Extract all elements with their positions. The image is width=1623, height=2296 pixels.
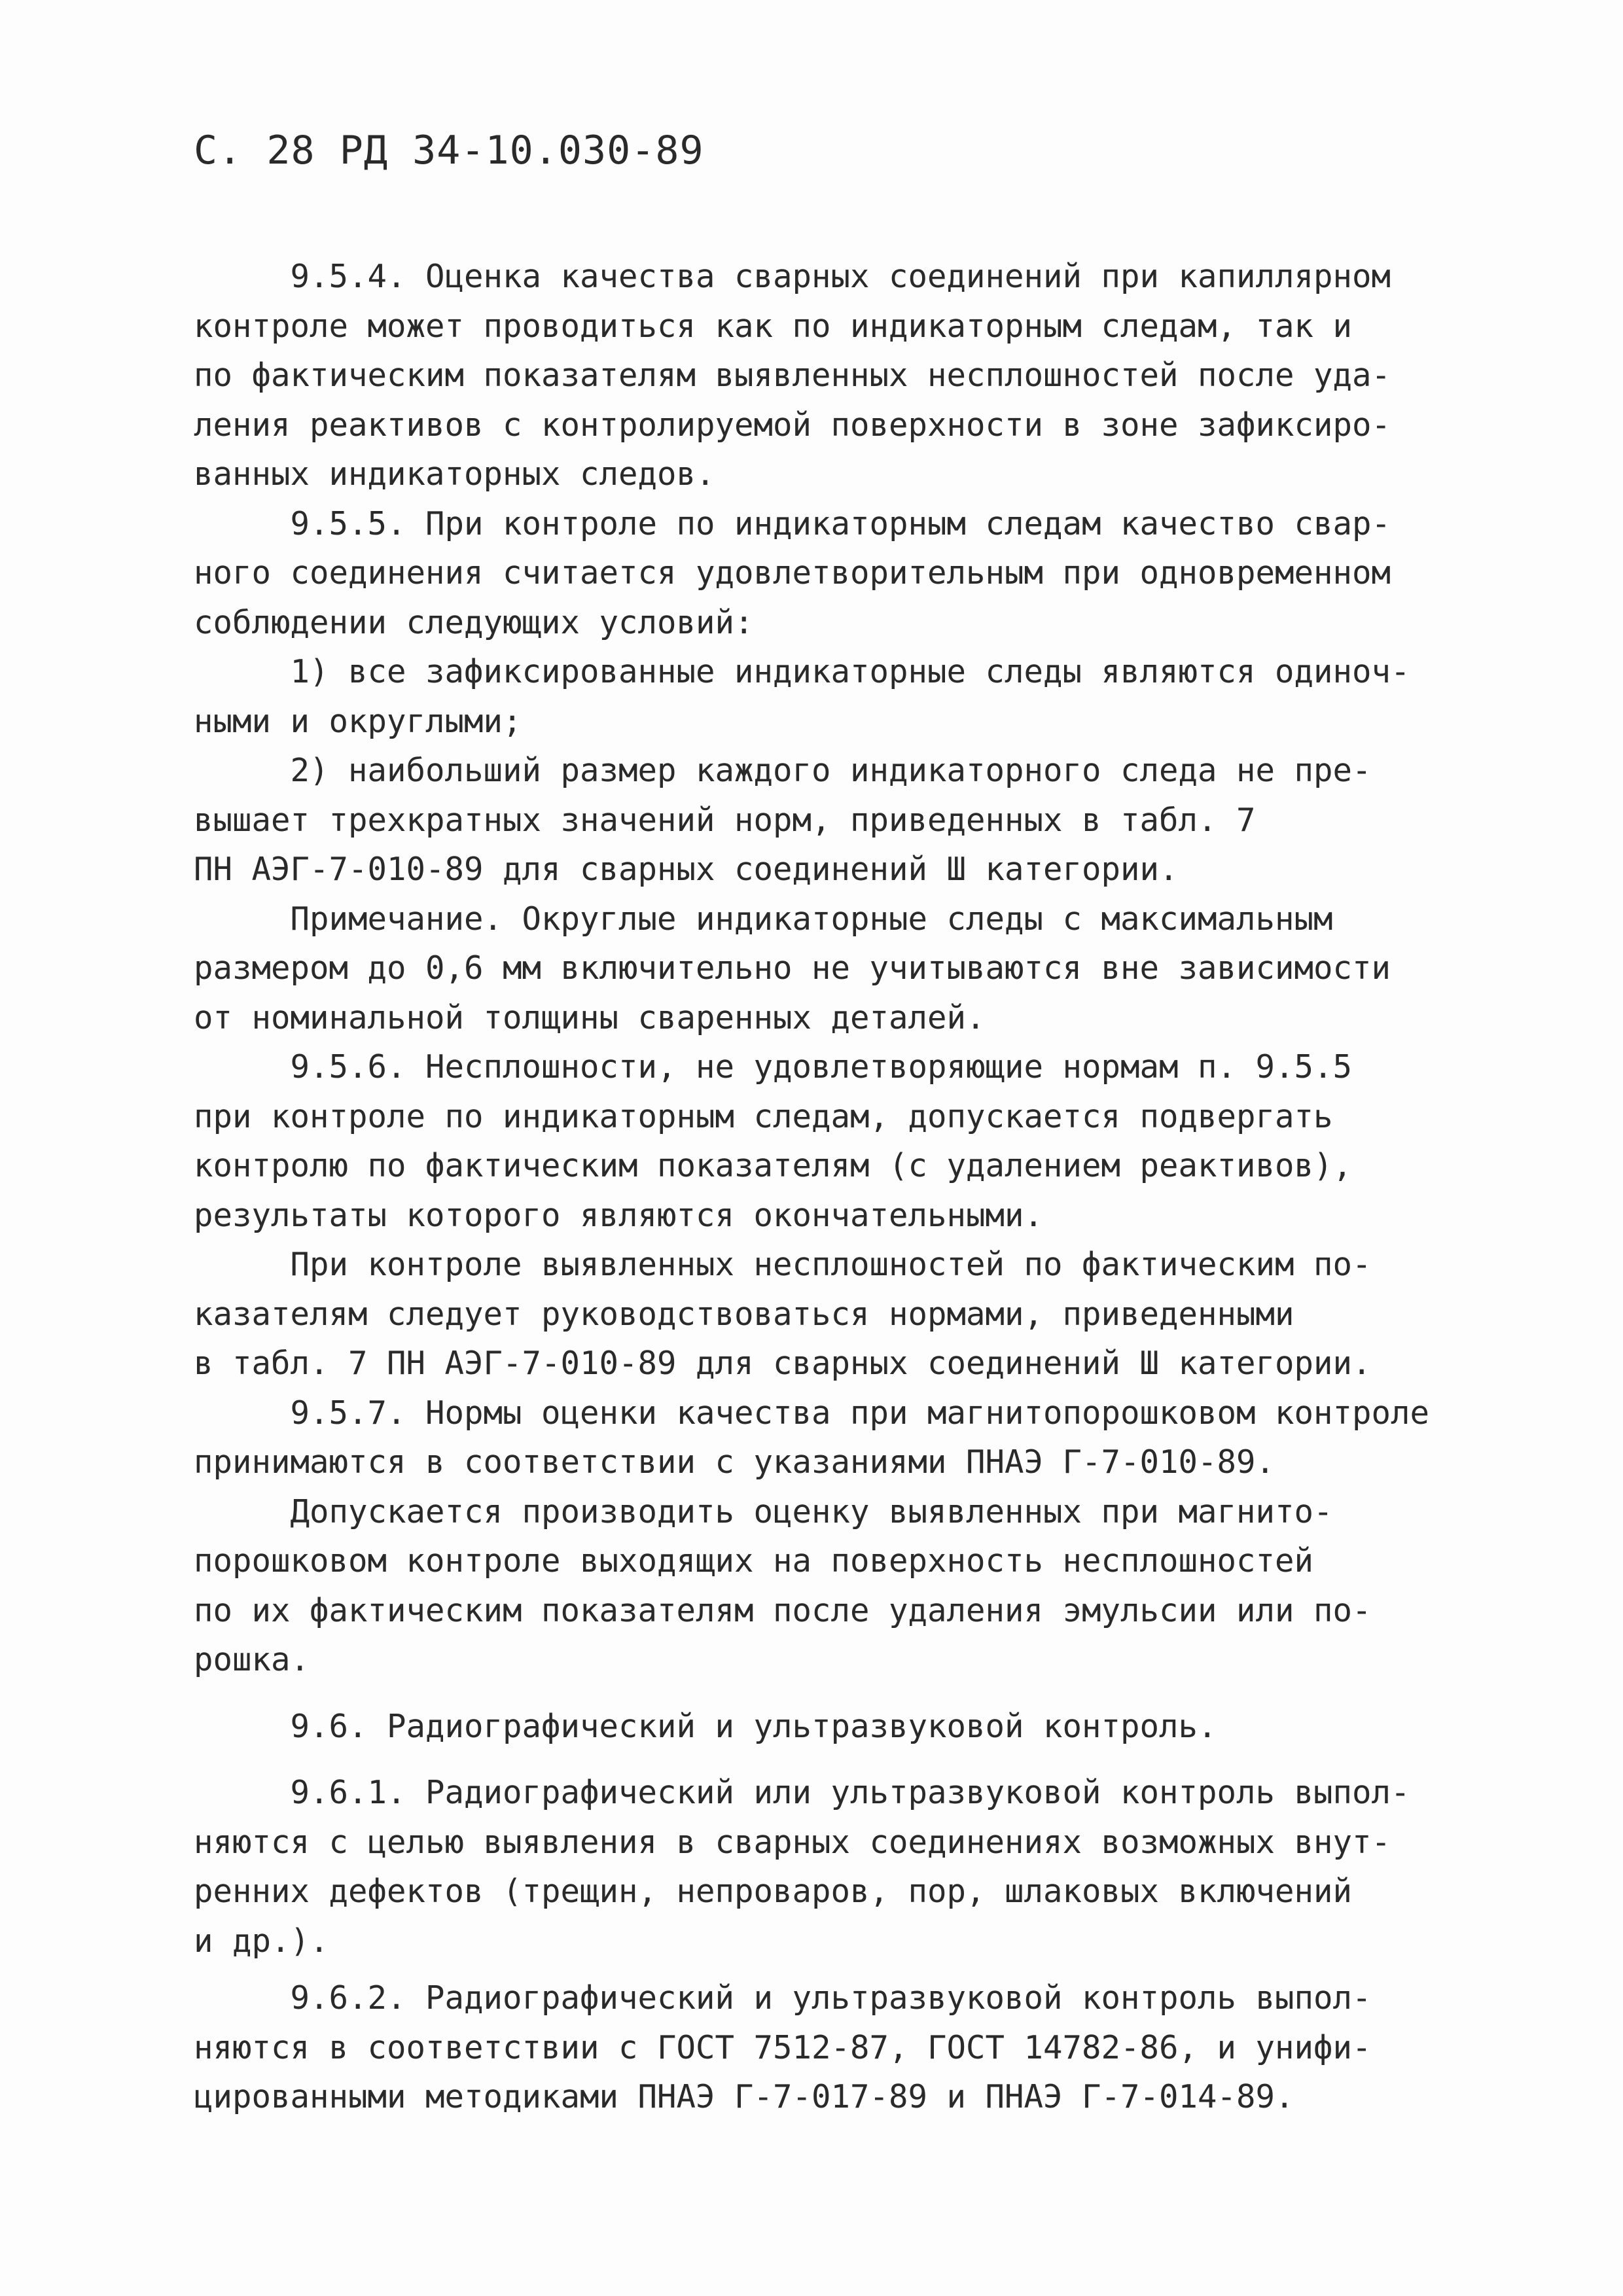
text-line: вышает трехкратных значений норм, приведенных в табл. 7	[194, 801, 1256, 839]
text-line: порошковом контроле выходящих на поверхность несплошностей	[194, 1542, 1314, 1580]
text-line: цированными методиками ПНАЭ Г-7-017-89 и ПНАЭ Г-7-014-89.	[194, 2078, 1294, 2115]
text-line: ными и округлыми;	[194, 702, 522, 740]
text-line: от номинальной толщины сваренных деталей.	[194, 998, 986, 1036]
text-line: 2) наибольший размер каждого индикаторного следа не пре-	[194, 752, 1372, 789]
text-line: и др.).	[194, 1922, 329, 1960]
spacer	[194, 1751, 1496, 1768]
text-line: 9.5.4. Оценка качества сварных соединений при капиллярном	[194, 258, 1391, 295]
text-line: 9.5.5. При контроле по индикаторным следам качество свар-	[194, 504, 1391, 542]
text-line: ренних дефектов (трещин, непроваров, пор, шлаковых включений	[194, 1873, 1353, 1910]
text-line: контролю по фактическим показателям (с удалением реактивов),	[194, 1147, 1353, 1184]
condition-2	[194, 746, 1496, 894]
text-line: 9.5.7. Нормы оценки качества при магнитопорошковом контроле	[194, 1394, 1430, 1432]
text-line: результаты которого являются окончательными.	[194, 1196, 1044, 1234]
text-line: в табл. 7 ПН АЭГ-7-010-89 для сварных соединений Ш категории.	[194, 1345, 1372, 1382]
paragraph-9-5-5	[194, 499, 1496, 648]
paragraph-9-5-4	[194, 252, 1496, 499]
text-line: при контроле по индикаторным следам, допускается подвергать	[194, 1097, 1333, 1135]
paragraph-9-5-7-continued	[194, 1487, 1496, 1685]
document-body	[194, 252, 1496, 2122]
text-line: Допускается производить оценку выявленных при магнито-	[194, 1492, 1333, 1530]
note-paragraph	[194, 894, 1496, 1043]
text-line: ванных индикаторных следов.	[194, 455, 715, 493]
text-line: 9.6.1. Радиографический или ультразвуковой контроль выпол-	[194, 1774, 1410, 1811]
text-line: ного соединения считается удовлетворительным при одновременном	[194, 554, 1391, 592]
text-line: ПН АЭГ-7-010-89 для сварных соединений Ш категории.	[194, 851, 1179, 888]
paragraph-9-5-6	[194, 1042, 1496, 1240]
text-line: ления реактивов с контролируемой поверхности в зоне зафиксиро-	[194, 406, 1391, 444]
text-line: контроле может проводиться как по индикаторным следам, так и	[194, 307, 1353, 345]
text-line: рошка.	[194, 1641, 310, 1678]
text-line: При контроле выявленных несплошностей по фактическим по-	[194, 1246, 1372, 1283]
section-heading: 9.6. Радиографический и ультразвуковой контроль.	[194, 1707, 1217, 1745]
text-line: 1) все зафиксированные индикаторные следы являются одиноч-	[194, 653, 1410, 690]
paragraph-9-5-7	[194, 1388, 1496, 1487]
page-header: С. 28 РД 34-10.030-89	[194, 128, 704, 173]
spacer	[194, 1685, 1496, 1702]
paragraph-9-6-2	[194, 1973, 1496, 2122]
section-heading-9-6	[194, 1702, 1496, 1752]
text-line: по их фактическим показателям после удаления эмульсии или по-	[194, 1591, 1372, 1629]
paragraph-9-5-6-continued	[194, 1240, 1496, 1388]
text-line: 9.6.2. Радиографический и ультразвуковой контроль выпол-	[194, 1979, 1372, 2017]
text-line: Примечание. Округлые индикаторные следы с максимальным	[194, 900, 1333, 938]
text-line: по фактическим показателям выявленных несплошностей после уда-	[194, 357, 1391, 394]
text-line: няются в соответствии с ГОСТ 7512-87, ГОСТ 14782-86, и унифи-	[194, 2028, 1372, 2066]
text-line: размером до 0,6 мм включительно не учитываются вне зависимости	[194, 949, 1391, 987]
text-line: 9.5.6. Несплошности, не удовлетворяющие нормам п. 9.5.5	[194, 1048, 1353, 1086]
condition-1	[194, 647, 1496, 746]
paragraph-9-6-1	[194, 1768, 1496, 1966]
text-line: соблюдении следующих условий:	[194, 603, 754, 641]
text-line: няются с целью выявления в сварных соединениях возможных внут-	[194, 1823, 1391, 1861]
text-line: казателям следует руководствоваться нормами, приведенными	[194, 1295, 1294, 1333]
spacer	[194, 1966, 1496, 1973]
text-line: принимаются в соответствии с указаниями ПНАЭ Г-7-010-89.	[194, 1443, 1275, 1481]
